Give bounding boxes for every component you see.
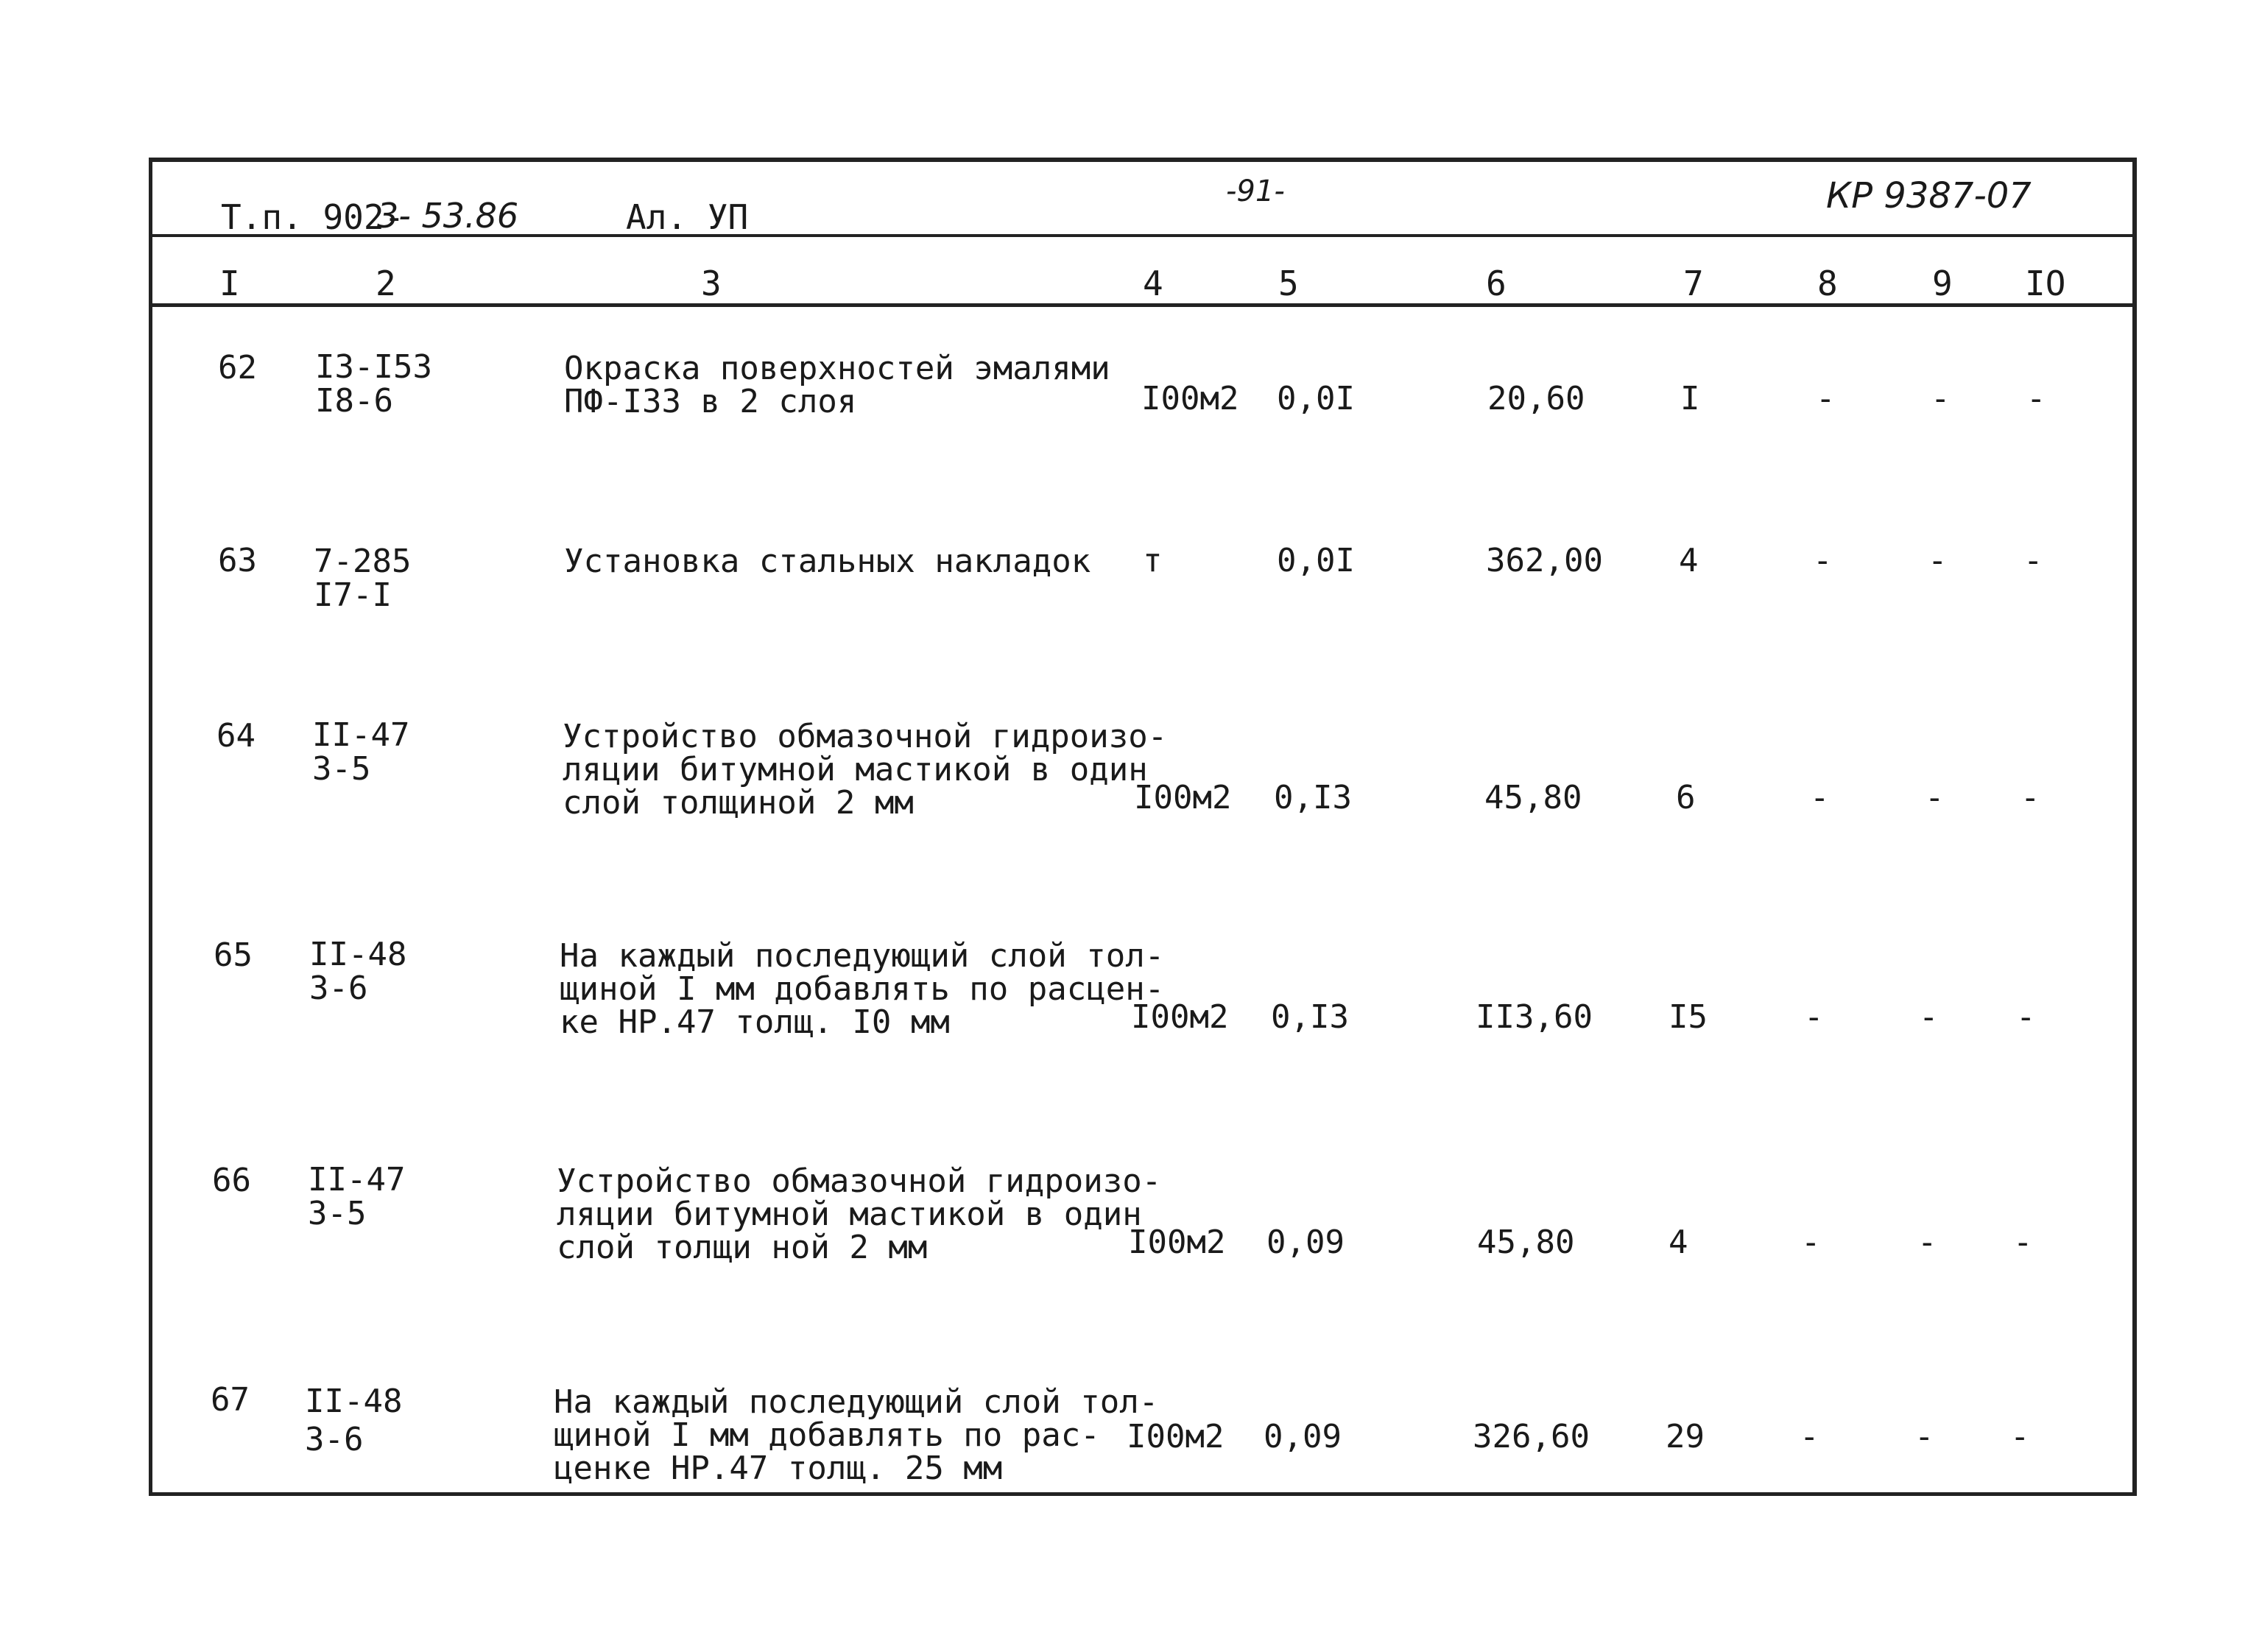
rate-code-line: 3-5 — [312, 750, 371, 788]
description-line: Устройство обмазочной гидроизо- — [557, 1162, 1162, 1200]
description-line: щиной I мм добавлять по расцен- — [560, 970, 1165, 1008]
description-line: На каждый последующий слой тол- — [554, 1383, 1159, 1421]
quantity: 0,I3 — [1271, 998, 1349, 1036]
quantity: 0,I3 — [1274, 779, 1352, 816]
description-line: Окраска поверхностей эмалями — [564, 350, 1110, 387]
description-line: ке НР.47 толщ. I0 мм — [560, 1003, 950, 1041]
column-header-divider — [149, 303, 2137, 307]
column-header-5: 5 — [1278, 264, 1299, 303]
column-10-value: - — [2026, 380, 2046, 417]
rate-code — [315, 350, 432, 418]
column-8-value: - — [1800, 1418, 1819, 1455]
unit: I00м2 — [1131, 998, 1229, 1036]
column-8-value: - — [1816, 380, 1836, 417]
column-header-2: 2 — [376, 264, 396, 303]
unit-price: 362,00 — [1486, 542, 1603, 579]
column-10-value: - — [2013, 1224, 2033, 1261]
unit-price: 326,60 — [1473, 1418, 1590, 1455]
document-stamp: КР 9387-07 — [1826, 175, 2032, 216]
description-line: слой толщи ной 2 мм — [557, 1229, 928, 1266]
column-7-value: 29 — [1666, 1418, 1705, 1455]
rate-code-line: II-48 — [309, 936, 407, 973]
column-header-4: 4 — [1143, 264, 1163, 303]
rate-code — [312, 716, 410, 788]
column-9-value: - — [1931, 380, 1951, 417]
rate-code — [305, 1383, 402, 1459]
unit: I00м2 — [1141, 380, 1239, 417]
unit-price: 45,80 — [1477, 1224, 1575, 1261]
series-number: 3- 53.86 — [377, 196, 519, 236]
rate-code — [308, 1163, 405, 1231]
rate-code-line: 7-285 — [314, 543, 412, 580]
quantity: 0,0I — [1277, 380, 1355, 417]
rate-code-line: I7-I — [314, 576, 392, 614]
quantity: 0,09 — [1264, 1418, 1342, 1455]
column-9-value: - — [1917, 1224, 1937, 1261]
quantity: 0,09 — [1266, 1224, 1345, 1261]
column-header-3: 3 — [701, 264, 722, 303]
table-frame — [149, 158, 2137, 1496]
unit: т — [1143, 542, 1163, 579]
column-9-value: - — [1919, 998, 1939, 1036]
row-number: 63 — [218, 542, 257, 579]
unit: I00м2 — [1128, 1224, 1226, 1261]
rate-code-line: I8-6 — [315, 382, 393, 420]
rate-code-line: I3-I53 — [315, 348, 432, 386]
column-header-9: 9 — [1932, 264, 1953, 303]
rate-code — [314, 545, 411, 613]
column-header-10: IO — [2025, 264, 2066, 303]
description-line: Установка стальных накладок — [564, 543, 1091, 580]
rate-code-line: II-47 — [312, 716, 410, 754]
column-7-value: I5 — [1669, 998, 1708, 1036]
work-description — [564, 352, 1110, 418]
column-7-value: I — [1680, 380, 1700, 417]
description-line: щиной I мм добавлять по рас- — [554, 1416, 1100, 1454]
column-8-value: - — [1810, 779, 1830, 816]
work-description — [557, 1162, 1162, 1266]
column-7-value: 6 — [1676, 779, 1696, 816]
description-line: ПФ-I33 в 2 слоя — [564, 383, 857, 420]
column-9-value: - — [1925, 779, 1945, 816]
rate-code — [309, 938, 406, 1006]
work-description — [564, 545, 1091, 578]
description-line: ляции битумной мастикой в один — [557, 1196, 1142, 1233]
column-10-value: - — [2023, 542, 2043, 579]
column-7-value: 4 — [1669, 1224, 1688, 1261]
series-prefix: Т.п. 902- — [221, 197, 405, 237]
column-8-value: - — [1801, 1224, 1821, 1261]
work-description — [560, 939, 1164, 1039]
row-number: 67 — [211, 1381, 250, 1419]
album-label: Ал. УП — [626, 197, 749, 237]
column-10-value: - — [2020, 779, 2040, 816]
column-header-7: 7 — [1683, 264, 1704, 303]
description-line: На каждый последующий слой тол- — [560, 937, 1165, 975]
column-8-value: - — [1813, 542, 1833, 579]
rate-code-line: 3-5 — [308, 1195, 367, 1232]
row-number: 64 — [216, 717, 256, 755]
rate-code-line: 3-6 — [305, 1421, 364, 1458]
rate-code-line: 3-6 — [309, 970, 368, 1007]
description-line: Устройство обмазочной гидроизо- — [563, 718, 1168, 755]
unit: I00м2 — [1127, 1418, 1225, 1455]
column-header-8: 8 — [1817, 264, 1838, 303]
unit-price: 20,60 — [1487, 380, 1585, 417]
page-number: -91- — [1226, 174, 1285, 208]
work-description — [554, 1383, 1159, 1487]
description-line: ляции битумной мастикой в один — [563, 751, 1148, 788]
rate-code-line: II-47 — [308, 1161, 406, 1199]
unit-price: 45,80 — [1484, 779, 1582, 816]
row-number: 62 — [218, 349, 257, 386]
unit-price: II3,60 — [1476, 998, 1593, 1036]
rate-code-line: II-48 — [305, 1383, 403, 1420]
description-line: ценке НР.47 толщ. 25 мм — [554, 1450, 1003, 1487]
column-9-value: - — [1928, 542, 1948, 579]
column-7-value: 4 — [1679, 542, 1699, 579]
column-9-value: - — [1914, 1418, 1934, 1455]
quantity: 0,0I — [1277, 542, 1355, 579]
description-line: слой толщиной 2 мм — [563, 784, 914, 822]
unit: I00м2 — [1134, 779, 1232, 816]
work-description — [563, 718, 1168, 822]
row-number: 66 — [212, 1162, 251, 1199]
column-10-value: - — [2010, 1418, 2030, 1455]
row-number: 65 — [214, 936, 253, 974]
column-10-value: - — [2016, 998, 2036, 1036]
column-header-6: 6 — [1486, 264, 1507, 303]
column-header-1: I — [219, 264, 240, 303]
column-8-value: - — [1804, 998, 1824, 1036]
